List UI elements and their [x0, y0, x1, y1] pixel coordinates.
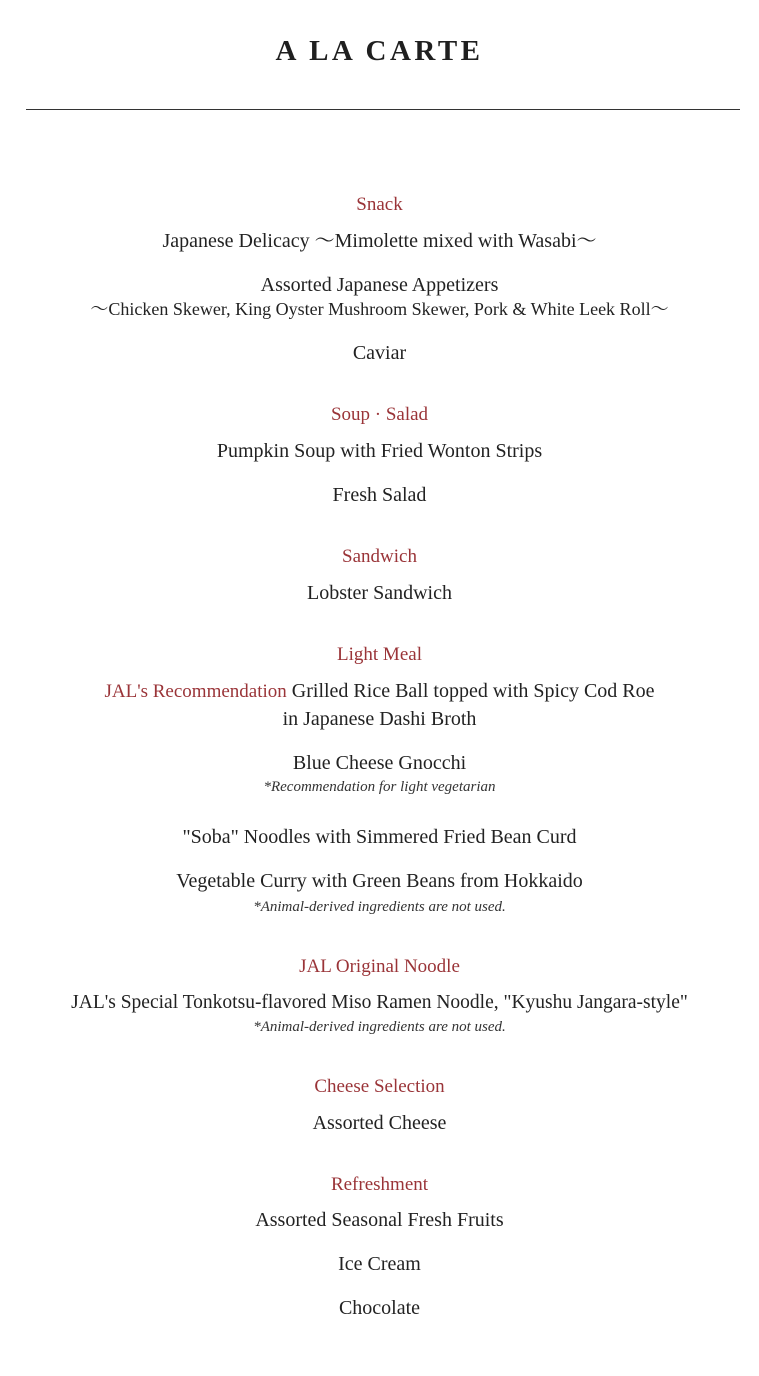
menu-item-vegetable-curry: Vegetable Curry with Green Beans from Hokkaido — [176, 870, 583, 892]
menu-item-grilled-rice-ball-text: Grilled Rice Ball topped with Spicy Cod Roe — [291, 680, 655, 702]
menu-item-grilled-rice-ball — [0, 679, 759, 704]
section-heading-jal-original-noodle: JAL Original Noodle — [299, 956, 460, 977]
menu-item-pumpkin-soup: Pumpkin Soup with Fried Wonton Strips — [216, 440, 543, 462]
section-heading-sandwich: Sandwich — [342, 546, 417, 567]
page-title: A LA CARTE — [275, 35, 484, 67]
menu-item-chocolate: Chocolate — [338, 1297, 421, 1319]
menu-note-animal-free-curry: *Animal-derived ingredients are not used. — [253, 899, 506, 915]
menu-item-japanese-delicacy: Japanese Delicacy 〜Mimolette mixed with Wasabi〜 — [162, 230, 597, 252]
section-heading-soup-salad: Soup · Salad — [330, 404, 429, 425]
menu-item-fresh-salad: Fresh Salad — [332, 484, 427, 506]
menu-item-ice-cream: Ice Cream — [338, 1253, 421, 1275]
section-heading-cheese-selection: Cheese Selection — [314, 1076, 445, 1097]
section-heading-snack: Snack — [356, 194, 403, 215]
menu-item-soba-noodles: "Soba" Noodles with Simmered Fried Bean Curd — [182, 826, 577, 848]
menu-note-vegetarian: *Recommendation for light vegetarian — [263, 779, 496, 795]
menu-item-assorted-appetizers-detail: 〜Chicken Skewer, King Oyster Mushroom Skewer, Pork & White Leek Roll〜 — [90, 299, 669, 319]
title-divider — [26, 109, 740, 110]
recommendation-label: JAL's Recommendation — [104, 681, 287, 702]
menu-item-seasonal-fruits: Assorted Seasonal Fresh Fruits — [255, 1209, 504, 1231]
menu-item-assorted-cheese: Assorted Cheese — [312, 1112, 447, 1134]
section-heading-light-meal: Light Meal — [337, 644, 422, 665]
menu-item-blue-cheese-gnocchi: Blue Cheese Gnocchi — [292, 752, 467, 774]
menu-item-grilled-rice-ball-line2: in Japanese Dashi Broth — [282, 708, 477, 730]
menu-note-animal-free-ramen: *Animal-derived ingredients are not used. — [253, 1019, 506, 1035]
menu-item-lobster-sandwich: Lobster Sandwich — [307, 582, 452, 604]
menu-item-caviar: Caviar — [352, 342, 407, 364]
menu-item-ramen-noodle: JAL's Special Tonkotsu-flavored Miso Ramen Noodle, "Kyushu Jangara-style" — [71, 992, 688, 1013]
section-heading-refreshment: Refreshment — [330, 1174, 429, 1195]
menu-item-assorted-appetizers: Assorted Japanese Appetizers — [260, 274, 499, 296]
